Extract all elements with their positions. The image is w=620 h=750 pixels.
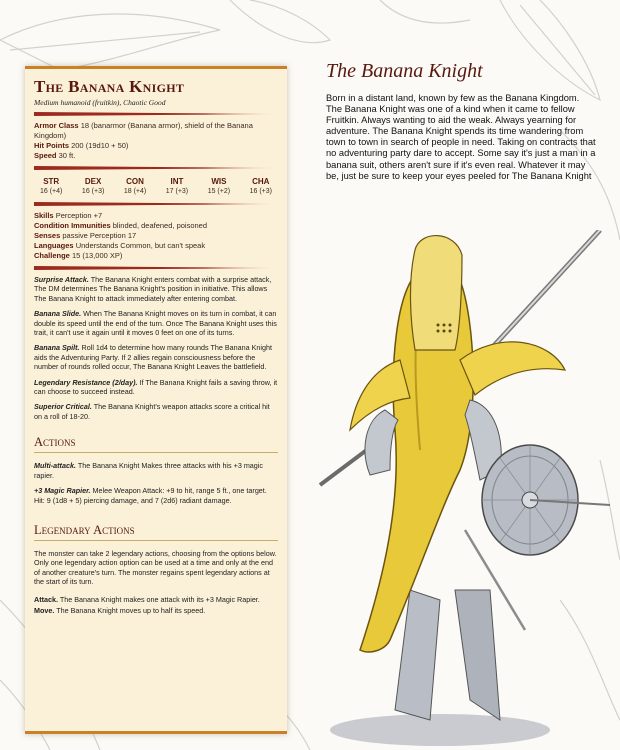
monster-name: The Banana Knight — [34, 77, 185, 96]
ability-cha: CHA 16 (+3) — [249, 177, 272, 195]
ability-str: STR 16 (+4) — [40, 177, 63, 195]
lore-title: The Banana Knight — [326, 60, 483, 82]
hit-points: Hit Points 200 (19d10 + 50) — [34, 141, 129, 150]
ability-wis: WIS 15 (+2) — [207, 177, 231, 195]
ability-int: INT 17 (+3) — [165, 177, 189, 195]
legendary-intro: The monster can take 2 legendary actions, choosing from the options below. Only one legendary action option can be used at a time and only at the end of another creature's turn. The monster regains spent legendary actions at the start of its turn. — [34, 548, 277, 587]
legendary-attack: Attack. The Banana Knight makes one attack with its +3 Magic Rapier. — [34, 594, 260, 604]
senses: Senses passive Perception 17 — [34, 231, 137, 240]
armor-class: Armor Class 18 (banarmor (Banana armor), shield of the Banana Kingdom) — [34, 121, 253, 140]
lore-body: Born in a distant land, known by few as the Banana Kingdom. The Banana Knight was one of a kind when it came to fellow Fruitkin. Always wanting to aid the weak. Always yearning for adventure. The Banana Knight spends its time wandering from town to town in search of people in need. Taking on contracts that no adventuring party dare to accept. Some say it's just a man in a banana suit, others aren't sure if it's even real. Whatever it may be, just be sure to keep your eyes peeled for The Banana Knight — [326, 93, 596, 181]
divider — [34, 166, 278, 170]
divider — [34, 266, 278, 270]
monster-type: Medium humanoid (fruitkin), Chaotic Good — [34, 98, 166, 107]
condition-immunities: Condition Immunities blinded, deafened, poisoned — [34, 221, 208, 230]
legendary-actions-header: Legendary Actions — [34, 523, 278, 541]
languages: Languages Understands Common, but can't speak — [34, 241, 206, 250]
challenge: Challenge 15 (13,000 XP) — [34, 251, 123, 260]
banana-knight-illustration — [290, 230, 620, 750]
trait-banana-spilt: Banana Spilt. Roll 1d4 to determine how many rounds The Banana Knight aids the Adventuring Party. If 2 allies regain consciousness before the number of rounds rolled occur, The Banana Knight Leaves the battlefield. — [34, 343, 272, 372]
ability-dex: DEX 16 (+3) — [81, 177, 105, 195]
trait-surprise-attack: Surprise Attack. The Banana Knight enters combat with a surprise attack, The DM determines The Banana Knight's position in initiative. This allows The Banana Knight to attack immediately after entering combat. — [34, 275, 272, 303]
action-magic-rapier: +3 Magic Rapier. Melee Weapon Attack: +9 to hit, range 5 ft., one target. Hit: 9 (1d8 + 5) piercing damage, and 7 (2d6) radiant damage. — [34, 486, 267, 505]
trait-legendary-resistance: Legendary Resistance (2/day). If The Banana Knight fails a saving throw, it can choose to succeed instead. — [34, 377, 278, 397]
divider — [34, 112, 278, 116]
ability-con: CON 18 (+4) — [123, 177, 147, 195]
speed: Speed 30 ft. — [34, 151, 76, 160]
trait-superior-critical: Superior Critical. The Banana Knight's weapon attacks score a critical hit on a roll of 18-20. — [34, 402, 270, 421]
ability-scores — [34, 175, 278, 197]
skills: Skills Perception +7 — [34, 211, 103, 220]
trait-banana-slide: Banana Slide. When The Banana Knight moves on its turn in combat, it can double its speed until the end of the turn. Once The Banana Knight uses this trait, it can't use it again until it moves 0 feet on one of its turns. — [34, 309, 277, 338]
stat-block — [25, 66, 287, 734]
action-multiattack: Multi-attack. The Banana Knight Makes three attacks with his +3 magic rapier. — [34, 461, 263, 480]
legendary-move: Move. The Banana Knight moves up to half its speed. — [34, 605, 206, 615]
divider — [34, 202, 278, 206]
actions-header: Actions — [34, 435, 278, 453]
